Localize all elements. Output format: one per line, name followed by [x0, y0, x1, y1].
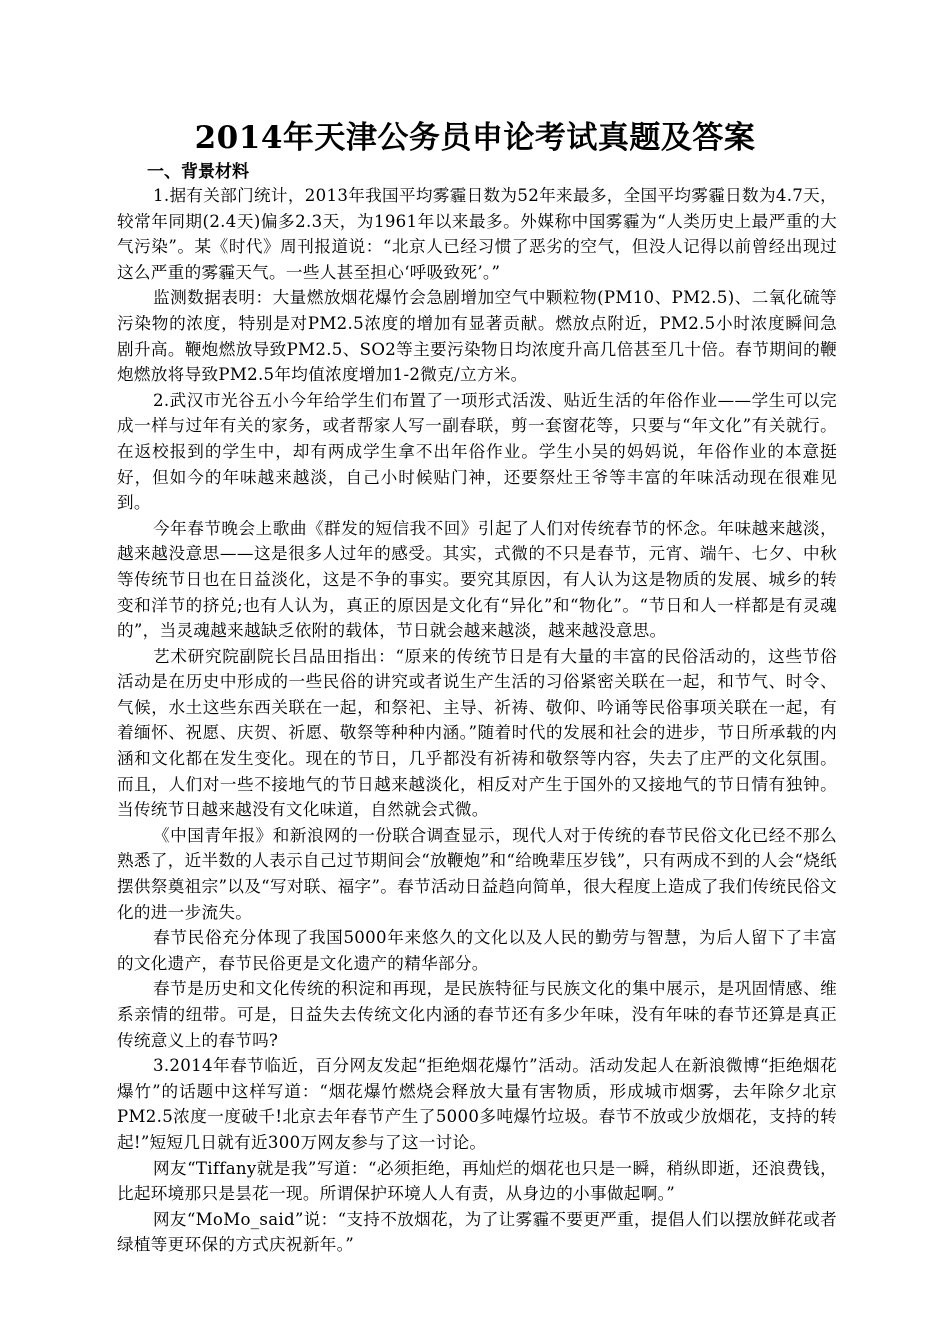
paragraph: 监测数据表明：大量燃放烟花爆竹会急剧增加空气中颗粒物(PM10、PM2.5)、二氧化硫等污染物的浓度，特别是对PM2.5浓度的增加有显著贡献。燃放点附近，PM2.5小时浓度瞬间急剧升高。鞭炮燃放导致PM2.5、SO2等主要污染物日均浓度升高几倍甚至几十倍。春节期间的鞭炮燃放将导致PM2.5年均值浓度增加1-2微克/立方米。: [117, 288, 837, 385]
document-body: [117, 183, 837, 1258]
paragraph: 1.据有关部门统计，2013年我国平均雾霾日数为52年来最多，全国平均雾霾日数为4.7天，较常年同期(2.4天)偏多2.3天，为1961年以来最多。外媒称中国雾霾为“人类历史上最严重的大气污染”。某《时代》周刊报道说：“北京人已经习惯了恶劣的空气，但没人记得以前曾经出现过这么严重的雾霾天气。一些人甚至担心‘呼吸致死’。”: [117, 186, 837, 282]
paragraph: 网友“MoMo_said”说：“支持不放烟花，为了让雾霾不要更严重，提倡人们以摆放鲜花或者绿植等更环保的方式庆祝新年。”: [117, 1209, 837, 1255]
paragraph: 《中国青年报》和新浪网的一份联合调查显示，现代人对于传统的春节民俗文化已经不那么熟悉了，近半数的人表示自己过节期间会“放鞭炮”和“给晚辈压岁钱”，只有两成不到的人会“烧纸摆供祭奠祖宗”以及“写对联、福字”。春节活动日益趋向简单，很大程度上造成了我们传统民俗文化的进一步流失。: [117, 825, 837, 922]
paragraph: 春节是历史和文化传统的积淀和再现，是民族特征与民族文化的集中展示，是巩固情感、维系亲情的纽带。可是，日益失去传统文化内涵的春节还有多少年味，没有年味的春节还算是真正传统意义上的春节吗?: [117, 979, 837, 1050]
paragraph: 艺术研究院副院长吕品田指出：“原来的传统节日是有大量的丰富的民俗活动的，这些节俗活动是在历史中形成的一些民俗的讲究或者说生产生活的习俗紧密关联在一起，和节气、时令、气候，水土这些东西关联在一起，和祭祀、主导、祈祷、敬仰、吟诵等民俗事项关联在一起，有着缅怀、祝愿、庆贺、祈愿、敬祭等种种内涵。”随着时代的发展和社会的进步，节日所承载的内涵和文化都在发生变化。现在的节日，几乎都没有祈祷和敬祭等内容，失去了庄严的文化氛围。而且，人们对一些不接地气的节日越来越淡化，相反对产生于国外的又接地气的节日情有独钟。当传统节日越来越没有文化味道，自然就会式微。: [117, 646, 837, 820]
paragraph: 3.2014年春节临近，百分网友发起“拒绝烟花爆竹”活动。活动发起人在新浪微博“拒绝烟花爆竹”的话题中这样写道：“烟花爆竹燃烧会释放大量有害物质，形成城市烟雾，去年除夕北京PM2.5浓度一度破千!北京去年春节产生了5000多吨爆竹垃圾。春节不放或少放烟花，支持的转起!”短短几日就有近300万网友参与了这一讨论。: [117, 1056, 837, 1152]
section-heading: 一、背景材料: [147, 162, 249, 182]
document-title: 2014年天津公务员申论考试真题及答案: [194, 120, 756, 156]
paragraph: 春节民俗充分体现了我国5000年来悠久的文化以及人民的勤劳与智慧，为后人留下了丰富的文化遗产，春节民俗更是文化遗产的精华部分。: [117, 928, 837, 973]
paragraph: 2.武汉市光谷五小今年给学生们布置了一项形式活泼、贴近生活的年俗作业——学生可以完成一样与过年有关的家务，或者帮家人写一副春联，剪一套窗花等，只要与“年文化”有关就行。在返校报到的学生中，却有两成学生拿不出年俗作业。学生小吴的妈妈说，年俗作业的本意挺好，但如今的年味越来越淡，自己小时候贴门神，还要祭灶王爷等丰富的年味活动现在很难见到。: [117, 390, 837, 513]
paragraph: 网友“Tiffany就是我”写道：“必须拒绝，再灿烂的烟花也只是一瞬，稍纵即逝，还浪费钱，比起环境那只是昙花一现。所谓保护环境人人有责，从身边的小事做起啊。”: [117, 1158, 837, 1204]
paragraph: 今年春节晚会上歌曲《群发的短信我不回》引起了人们对传统春节的怀念。年味越来越淡，越来越没意思——这是很多人过年的感受。其实，式微的不只是春节，元宵、端午、七夕、中秋等传统节日也在日益淡化，这是不争的事实。要究其原因，有人认为这是物质的发展、城乡的转变和洋节的挤兑;也有人认为，真正的原因是文化有“异化”和“物化”。“节日和人一样都是有灵魂的”，当灵魂越来越缺乏依附的载体，节日就会越来越淡，越来越没意思。: [117, 518, 837, 641]
